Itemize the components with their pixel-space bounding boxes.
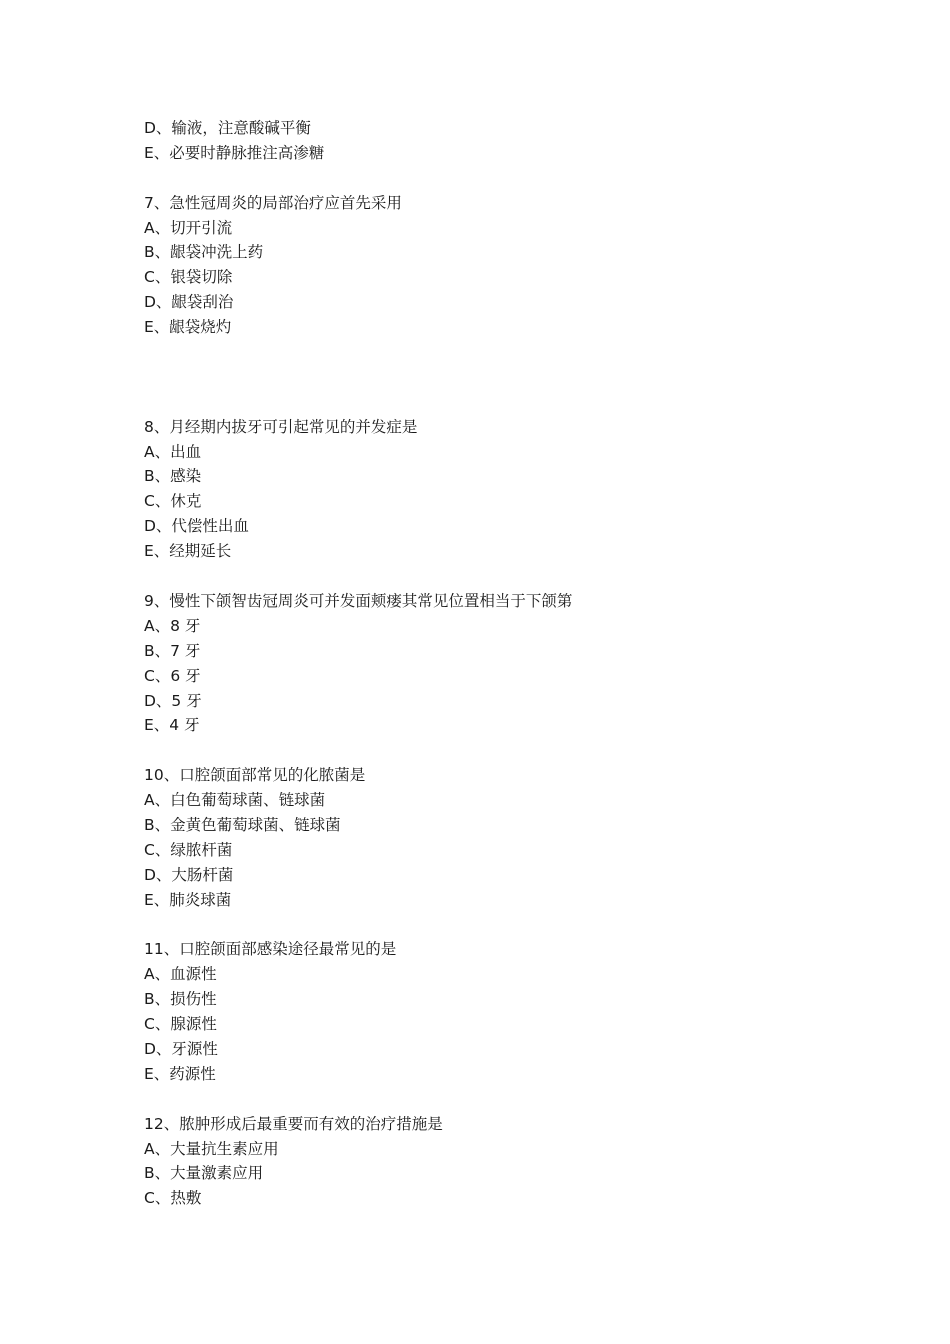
question-12: 12、脓肿形成后最重要而有效的治疗措施是	[144, 1114, 443, 1133]
option-e: E、4 牙	[144, 716, 200, 735]
option-c: C、腺源性	[144, 1015, 217, 1034]
option-a: A、大量抗生素应用	[144, 1139, 279, 1158]
option-e: E、必要时静脉推注高渗糖	[144, 143, 325, 162]
option-d: D、5 牙	[144, 691, 202, 710]
option-e: E、龈袋烧灼	[144, 318, 232, 337]
option-d: D、代偿性出血	[144, 517, 249, 536]
option-a: A、切开引流	[144, 218, 233, 237]
blank-line	[144, 913, 844, 938]
option-b: B、龈袋冲洗上药	[144, 243, 264, 262]
option-d: D、牙源性	[144, 1039, 218, 1058]
option-e: E、药源性	[144, 1064, 216, 1083]
option-a: A、出血	[144, 442, 202, 461]
option-d: D、输液，注意酸碱平衡	[144, 119, 311, 137]
question-10: 10、口腔颌面部常见的化脓菌是	[144, 766, 366, 785]
option-a: A、白色葡萄球菌、链球菌	[144, 791, 326, 810]
question-9: 9、慢性下颌智齿冠周炎可并发面颊瘘其常见位置相当于下颌第	[144, 591, 573, 610]
option-b: B、损伤性	[144, 990, 217, 1009]
option-b: B、大量激素应用	[144, 1164, 264, 1183]
blank-space	[144, 340, 844, 415]
blank-line	[144, 564, 844, 589]
blank-line	[144, 1087, 844, 1112]
question-7: 7、急性冠周炎的局部治疗应首先采用	[144, 193, 402, 212]
option-a: A、血源性	[144, 965, 217, 984]
option-c: C、6 牙	[144, 666, 201, 685]
question-8: 8、月经期内拔牙可引起常见的并发症是	[144, 417, 418, 436]
option-d: D、龈袋刮治	[144, 293, 234, 312]
option-c: C、休克	[144, 492, 202, 511]
option-a: A、8 牙	[144, 616, 201, 635]
document-page	[144, 116, 844, 1211]
option-b: B、感染	[144, 467, 202, 486]
question-11: 11、口腔颌面部感染途径最常见的是	[144, 940, 397, 959]
option-d: D、大肠杆菌	[144, 865, 234, 884]
option-c: C、热敷	[144, 1189, 202, 1208]
option-b: B、金黄色葡萄球菌、链球菌	[144, 815, 341, 834]
blank-line	[144, 166, 844, 191]
option-b: B、7 牙	[144, 641, 201, 660]
option-e: E、肺炎球菌	[144, 890, 232, 909]
option-c: C、绿脓杆菌	[144, 840, 233, 859]
option-c: C、银袋切除	[144, 268, 233, 287]
option-e: E、经期延长	[144, 542, 232, 561]
blank-line	[144, 738, 844, 763]
